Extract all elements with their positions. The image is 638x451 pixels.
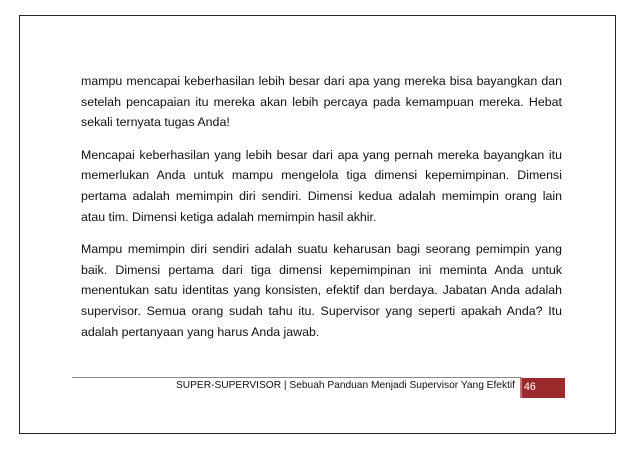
body-text [81, 71, 562, 354]
paragraph-1: mampu mencapai keberhasilan lebih besar dari apa yang mereka bisa bayangkan dan setelah pencapaian itu mereka akan lebih percaya pada kemampuan mereka. Hebat sekali ternyata tugas Anda! [81, 74, 562, 130]
page-number: 46 [524, 381, 536, 393]
paragraph-2: Mencapai keberhasilan yang lebih besar dari apa yang pernah mereka bayangkan itu memerlukan Anda untuk mampu mengelola tiga dimensi kepemimpinan. Dimensi pertama adalah memimpin diri sendiri. Dimensi kedua adalah memimpin orang lain atau tim. Dimensi ketiga adalah memimpin hasil akhir. [81, 147, 562, 224]
paragraph-3: Mampu memimpin diri sendiri adalah suatu keharusan bagi seorang pemimpin yang baik. Dimensi pertama dari tiga dimensi kepemimpinan ini meminta Anda untuk menentukan satu identitas yang konsisten, efektif dan berdaya. Jabatan Anda adalah supervisor. Semua orang sudah tahu itu. Supervisor yang seperti apakah Anda? Itu adalah pertanyaan yang harus Anda jawab. [81, 242, 562, 339]
footer-running-title: SUPER-SUPERVISOR | Sebuah Panduan Menjadi Supervisor Yang Efektif [175, 380, 515, 391]
page-number-badge [520, 378, 565, 398]
